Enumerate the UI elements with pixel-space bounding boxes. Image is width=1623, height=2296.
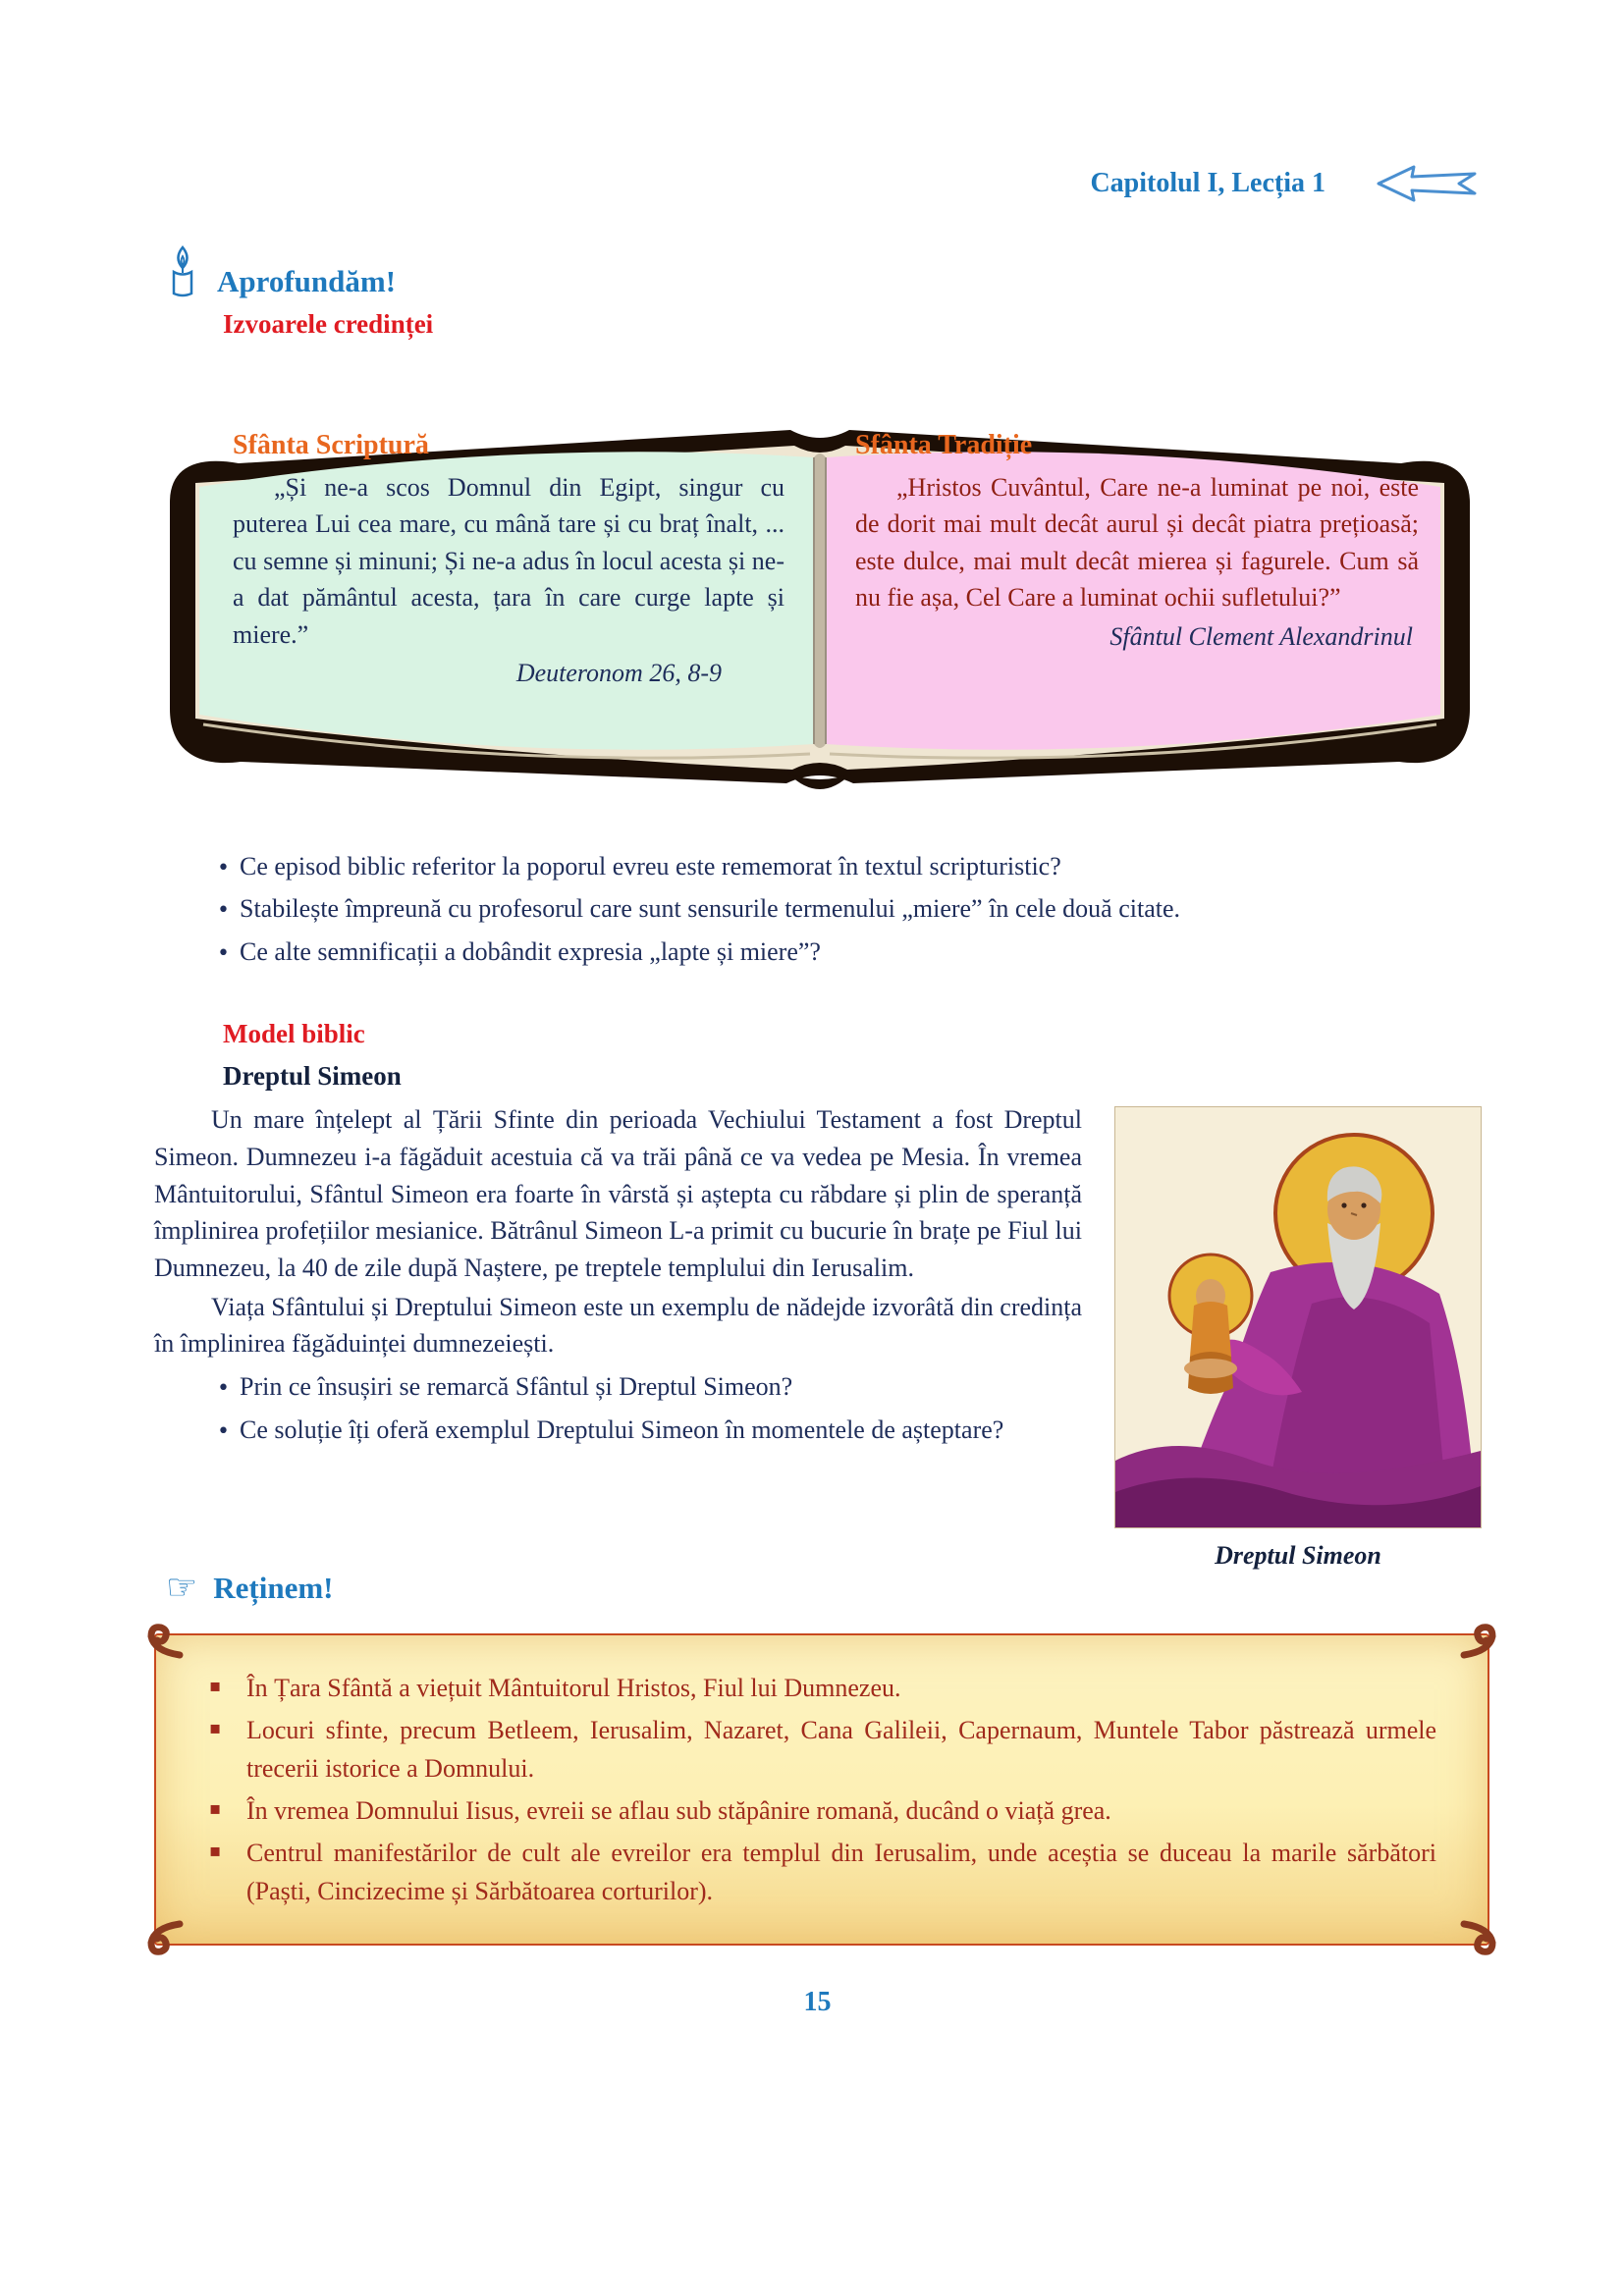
scripture-quote: „Și ne-a scos Domnul din Egipt, singur cu puterea Lui cea mare, cu mână tare și cu braț înalt, ... cu semne și minuni; Și ne-a adus în locul acesta și ne-a dat pământul acesta, țara în care curge lapte și miere.” [233, 473, 784, 649]
figure-caption: Dreptul Simeon [1215, 1541, 1381, 1571]
scroll-curl-icon [1458, 1622, 1499, 1663]
back-arrow-icon [1373, 162, 1481, 205]
candle-icon [162, 244, 203, 299]
retinem-item [203, 1669, 1436, 1707]
retinem-item [203, 1791, 1436, 1830]
question-item [154, 890, 1481, 927]
tradition-quote: „Hristos Cuvântul, Care ne-a luminat pe noi, este de dorit mai mult decât aurul și decât piatra prețioasă; este dulce, mai mult decât mierea și fagurele. Cum să nu fie așa, Cel Care a luminat ochii sufletului?” [855, 473, 1419, 613]
page-number: 15 [803, 1987, 832, 2018]
model-paragraph-1: Un mare înțelept al Țării Sfinte din perioada Vechiului Testament a fost Dreptul Simeon. Dumnezeu i-a făgăduit acestuia că va trăi până ce va vedea pe Mesia. În vremea Mântuitorului, Sfântul Simeon era foarte în vârstă și aștepta cu răbdare și plin de speranță împlinirea profețiilor mesianice. Bătrânul Simeon L-a primit cu bucurie în brațe pe Fiul lui Dumnezeu, la 40 de zile după Naștere, pe treptele templului din Ierusalim. [154, 1105, 1082, 1283]
simeon-icon-image [1115, 1107, 1481, 1527]
retinem-text: Centrul manifestărilor de cult ale evreilor era templul din Ierusalim, unde aceștia se duceau la marile sărbători (Paști, Cincizecime și Sărbătoarea corturilor). [246, 1839, 1436, 1906]
scroll-curl-icon [144, 1916, 186, 1957]
scripture-heading: Sfânta Scriptură [233, 430, 429, 460]
retinem-item [203, 1834, 1436, 1910]
subtitle-dreptul-simeon: Dreptul Simeon [223, 1061, 402, 1092]
tradition-source: Sfântul Clement Alexandrinul [1109, 621, 1413, 651]
section-title-aprofundam: Aprofundăm! [217, 264, 397, 298]
subtitle-model-biblic: Model biblic [223, 1019, 365, 1049]
model-biblic-body [154, 1101, 1481, 1571]
bullet-icon: • [217, 1418, 230, 1444]
question-text: Ce alte semnificații a dobândit expresia „lapte și miere”? [239, 936, 821, 966]
question-text: Ce episod biblic referitor la poporul evreu este rememorat în textul scripturistic? [239, 852, 1061, 881]
chapter-label: Capitolul I, Lecția 1 [1090, 168, 1325, 198]
tradition-panel [855, 430, 1419, 652]
square-bullet-icon: ▪ [209, 1798, 222, 1820]
section-title-retinem: Reținem! [213, 1571, 334, 1606]
question-text: Ce soluție îți oferă exemplul Dreptului Simeon în momentele de așteptare? [239, 1415, 1004, 1444]
square-bullet-icon: ▪ [209, 1676, 222, 1697]
tradition-heading: Sfânta Tradiție [855, 430, 1033, 460]
questions-list-sources [154, 848, 1481, 970]
retinem-scroll-box [154, 1633, 1489, 1946]
question-text: Prin ce însușiri se remarcă Sfântul și Dreptul Simeon? [239, 1372, 793, 1402]
scripture-source: Deuteronom 26, 8-9 [515, 659, 722, 688]
square-bullet-icon: ▪ [209, 1841, 222, 1862]
simeon-figure [1115, 1107, 1481, 1571]
aprofundam-heading-row [162, 244, 1481, 299]
pointing-hand-icon: ☞ [166, 1568, 198, 1609]
question-item [154, 848, 1481, 884]
bullet-icon: • [217, 856, 230, 881]
open-book-illustration [154, 385, 1486, 809]
question-item [154, 934, 1481, 970]
subtitle-izvoarele-credintei: Izvoarele credinței [223, 309, 434, 339]
question-text: Stabilește împreună cu profesorul care sunt sensurile termenului „miere” în cele două citate. [239, 894, 1180, 924]
retinem-text: În vremea Domnului Iisus, evreii se aflau sub stăpânire romană, ducând o viață grea. [246, 1796, 1111, 1826]
retinem-item [203, 1711, 1436, 1788]
scripture-panel [233, 430, 784, 688]
retinem-text: Locuri sfinte, precum Betleem, Ierusalim, Nazaret, Cana Galileii, Capernaum, Muntele Tabor păstrează urmele trecerii istorice a Domnului. [246, 1716, 1436, 1784]
scroll-curl-icon [144, 1622, 186, 1663]
scroll-curl-icon [1458, 1916, 1499, 1957]
retinem-heading-row [166, 1568, 1481, 1609]
bullet-icon: • [217, 940, 230, 966]
bullet-icon: • [217, 898, 230, 924]
square-bullet-icon: ▪ [209, 1718, 222, 1739]
retinem-text: În Țara Sfântă a viețuit Mântuitorul Hristos, Fiul lui Dumnezeu. [246, 1674, 901, 1703]
bullet-icon: • [217, 1376, 230, 1402]
model-paragraph-2: Viața Sfântului și Dreptului Simeon este un exemplu de nădejde izvorâtă din credința în împlinirea făgăduinței dumnezeiești. [154, 1292, 1082, 1359]
page-header [154, 162, 1481, 205]
